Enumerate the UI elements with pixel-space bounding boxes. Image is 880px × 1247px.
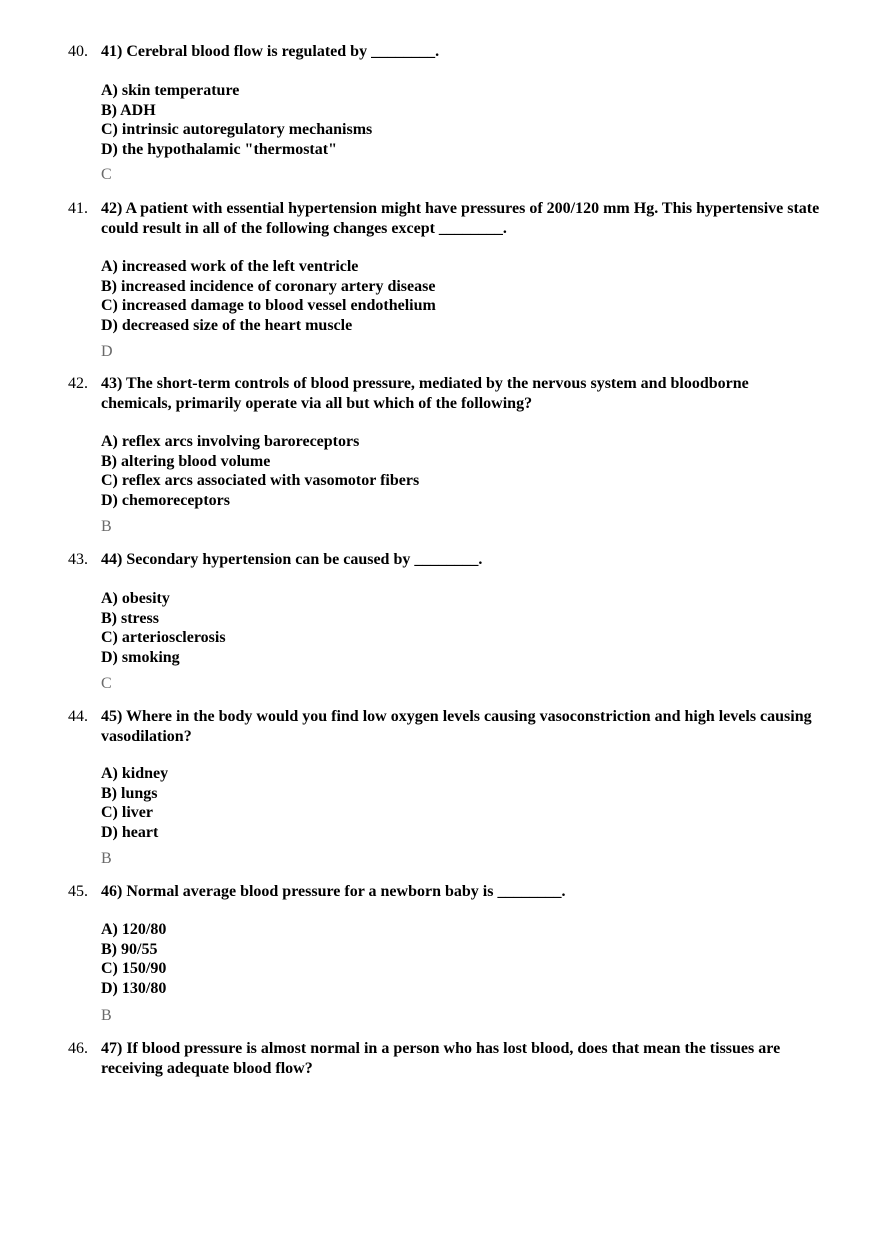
option-c: C) reflex arcs associated with vasomotor fibers	[101, 472, 420, 489]
option-d: D) decreased size of the heart muscle	[101, 316, 353, 334]
option-b: B) altering blood volume	[101, 452, 271, 470]
option-list	[101, 257, 821, 335]
option-c: C) increased damage to blood vessel endothelium	[101, 297, 436, 314]
question-number: 40.	[68, 43, 88, 60]
answer-text: C	[101, 166, 112, 183]
question-text: 45) Where in the body would you find low oxygen levels causing vasoconstriction and high levels causing vasodilation?	[101, 708, 812, 745]
option-c: C) intrinsic autoregulatory mechanisms	[101, 121, 373, 138]
option-d: D) 130/80	[101, 979, 167, 997]
option-d: D) heart	[101, 823, 159, 841]
option-c: C) liver	[101, 804, 153, 821]
answer-text: B	[101, 1007, 112, 1024]
question-text: 42) A patient with essential hypertension might have pressures of 200/120 mm Hg. This hypertensive state could result in all of the following changes except ________.	[101, 200, 820, 237]
question-number: 42.	[68, 375, 88, 392]
question-number: 45.	[68, 883, 88, 900]
option-list	[101, 764, 821, 842]
question-text: 41) Cerebral blood flow is regulated by ________.	[101, 43, 440, 60]
answer-text: B	[101, 518, 112, 535]
question-number: 41.	[68, 200, 88, 217]
option-a: A) reflex arcs involving baroreceptors	[101, 433, 360, 450]
option-list	[101, 81, 821, 159]
option-b: B) ADH	[101, 101, 156, 119]
option-a: A) 120/80	[101, 921, 167, 938]
option-list	[101, 920, 821, 998]
option-b: B) increased incidence of coronary artery disease	[101, 277, 436, 295]
answer-text: C	[101, 675, 112, 692]
option-d: D) the hypothalamic "thermostat"	[101, 140, 337, 158]
question-number: 44.	[68, 708, 88, 725]
option-list	[101, 589, 821, 667]
option-c: C) 150/90	[101, 960, 167, 977]
question-text: 43) The short-term controls of blood pressure, mediated by the nervous system and bloodborne chemicals, primarily operate via all but which of the following?	[101, 375, 749, 412]
option-c: C) arteriosclerosis	[101, 629, 226, 646]
answer-text: B	[101, 850, 112, 867]
option-b: B) lungs	[101, 784, 158, 802]
question-number: 43.	[68, 551, 88, 568]
option-d: D) smoking	[101, 648, 180, 666]
option-a: A) increased work of the left ventricle	[101, 258, 359, 275]
question-text: 46) Normal average blood pressure for a newborn baby is ________.	[101, 883, 566, 900]
question-text: 44) Secondary hypertension can be caused by ________.	[101, 551, 483, 568]
option-b: B) 90/55	[101, 940, 158, 958]
question-text: 47) If blood pressure is almost normal in a person who has lost blood, does that mean the tissues are receiving adequate blood flow?	[101, 1040, 781, 1077]
option-a: A) obesity	[101, 590, 170, 607]
answer-text: D	[101, 343, 113, 360]
option-b: B) stress	[101, 609, 159, 627]
question-number: 46.	[68, 1040, 88, 1057]
option-a: A) kidney	[101, 765, 169, 782]
option-a: A) skin temperature	[101, 82, 240, 99]
option-d: D) chemoreceptors	[101, 491, 230, 509]
option-list	[101, 432, 821, 510]
